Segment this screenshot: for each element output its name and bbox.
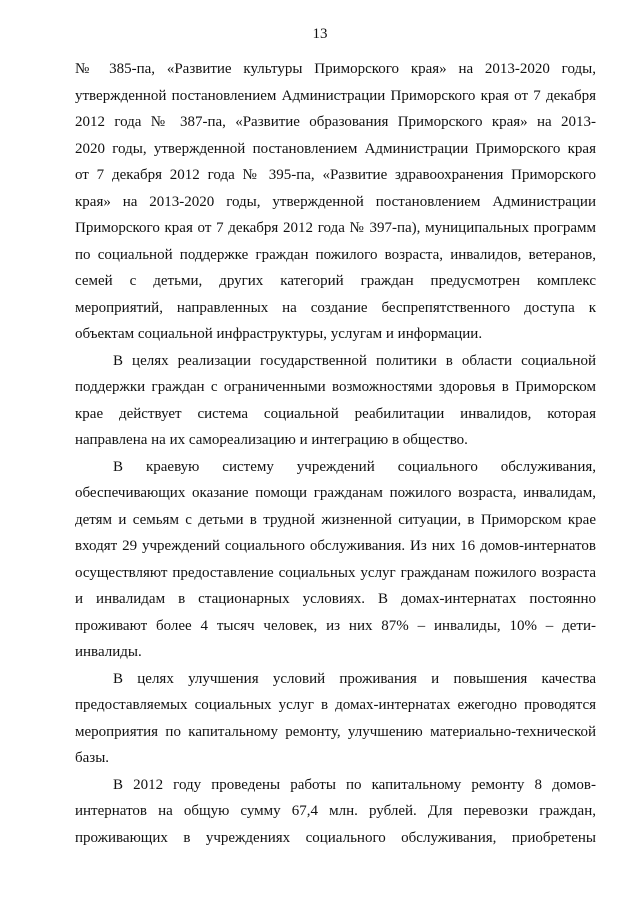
text-line: интернатов на общую сумму 67,4 млн. рублей. Для перевозки граждан,: [75, 803, 596, 819]
text-line: предоставляемых социальных услуг в домах-интернатах ежегодно проводятся: [75, 697, 596, 713]
text-line: детям и семьям с детьми в трудной жизненной ситуации, в Приморском крае: [75, 512, 596, 528]
text-line: В 2012 году проведены работы по капитальному ремонту 8 домов-: [113, 777, 596, 793]
text-line: и инвалидам в стационарных условиях. В домах-интернатах постоянно: [75, 591, 596, 607]
text-line: входят 29 учреждений социального обслуживания. Из них 16 домов-интернатов: [75, 538, 596, 554]
text-line: поддержки граждан с ограниченными возможностями здоровья в Приморском: [75, 379, 596, 395]
page-number: 13: [312, 26, 328, 42]
text-line: осуществляют предоставление социальных услуг гражданам пожилого возраста: [75, 565, 596, 581]
text-line: семей с детьми, других категорий граждан предусмотрен комплекс: [75, 273, 596, 289]
text-line: по социальной поддержке граждан пожилого возраста, инвалидов, ветеранов,: [75, 247, 596, 263]
text-line: объектам социальной инфраструктуры, услугам и информации.: [75, 326, 483, 342]
text-line: от 7 декабря 2012 года № 395-па, «Развитие здравоохранения Приморского: [75, 167, 596, 183]
text-line: В целях реализации государственной политики в области социальной: [113, 353, 596, 369]
text-line: Приморского края от 7 декабря 2012 года № 397-па), муниципальных программ: [75, 220, 596, 236]
text-line: мероприятия по капитальному ремонту, улучшению материально-технической: [75, 724, 596, 740]
text-line: утвержденной постановлением Администрации Приморского края от 7 декабря: [75, 88, 596, 104]
text-line: крае действует система социальной реабилитации инвалидов, которая: [75, 406, 596, 422]
text-line: базы.: [75, 750, 110, 766]
text-line: края» на 2013-2020 годы, утвержденной постановлением Администрации: [75, 194, 596, 210]
text-line: направлена на их самореализацию и интеграцию в общество.: [75, 432, 468, 448]
text-line: 2020 годы, утвержденной постановлением Администрации Приморского края: [75, 141, 596, 157]
text-line: проживают более 4 тысяч человек, из них 87% – инвалиды, 10% – дети-: [75, 618, 596, 634]
text-line: обеспечивающих оказание помощи гражданам пожилого возраста, инвалидам,: [75, 485, 596, 501]
text-line: инвалиды.: [75, 644, 142, 660]
text-line: В краевую систему учреждений социального обслуживания,: [113, 459, 596, 475]
text-line: мероприятий, направленных на создание беспрепятственного доступа к: [75, 300, 596, 316]
text-line: № 385-па, «Развитие культуры Приморского края» на 2013-2020 годы,: [75, 61, 596, 77]
text-line: 2012 года № 387-па, «Развитие образования Приморского края» на 2013-: [75, 114, 596, 130]
text-line: проживающих в учреждениях социального обслуживания, приобретены: [75, 830, 596, 846]
text-line: В целях улучшения условий проживания и повышения качества: [113, 671, 596, 687]
